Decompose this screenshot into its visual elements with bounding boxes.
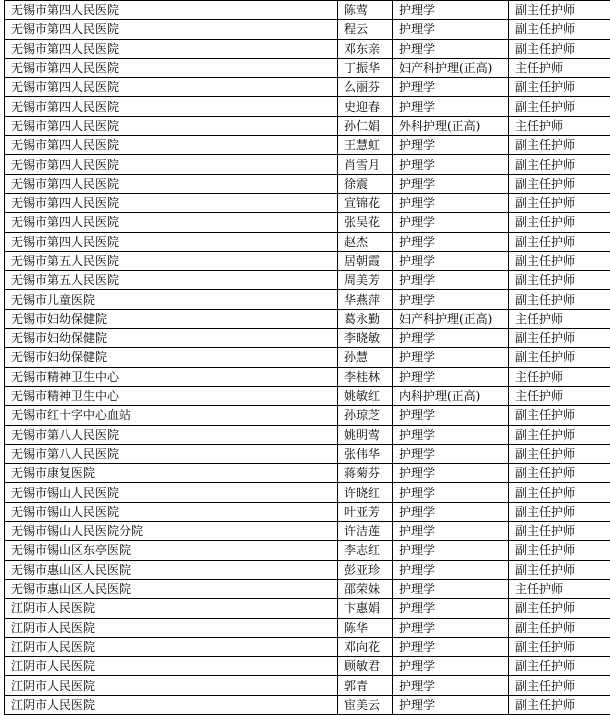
hospital-cell: 无锡市第四人民医院 bbox=[5, 39, 338, 58]
title-cell: 副主任护师 bbox=[509, 560, 610, 579]
title-cell: 副主任护师 bbox=[509, 232, 610, 251]
hospital-cell: 无锡市第四人民医院 bbox=[5, 78, 338, 97]
table-row bbox=[5, 637, 610, 656]
specialty-cell: 护理学 bbox=[393, 618, 509, 637]
specialty-cell: 护理学 bbox=[393, 541, 509, 560]
title-cell: 主任护师 bbox=[509, 116, 610, 135]
table-row bbox=[5, 406, 610, 425]
hospital-cell: 无锡市锡山人民医院 bbox=[5, 483, 338, 502]
table-row bbox=[5, 657, 610, 676]
table-row bbox=[5, 483, 610, 502]
specialty-cell: 护理学 bbox=[393, 425, 509, 444]
specialty-cell: 护理学 bbox=[393, 213, 509, 232]
table-row bbox=[5, 290, 610, 309]
title-cell: 副主任护师 bbox=[509, 599, 610, 618]
name-cell: 邓东亲 bbox=[338, 39, 393, 58]
title-cell: 副主任护师 bbox=[509, 290, 610, 309]
name-cell: 孙慧 bbox=[338, 348, 393, 367]
table-row bbox=[5, 1, 610, 20]
title-cell: 副主任护师 bbox=[509, 425, 610, 444]
hospital-cell: 无锡市第四人民医院 bbox=[5, 58, 338, 77]
hospital-cell: 无锡市第四人民医院 bbox=[5, 1, 338, 20]
name-cell: 赵杰 bbox=[338, 232, 393, 251]
hospital-cell: 无锡市第四人民医院 bbox=[5, 136, 338, 155]
name-cell: 徐震 bbox=[338, 174, 393, 193]
table-row bbox=[5, 367, 610, 386]
name-cell: 李晓敏 bbox=[338, 329, 393, 348]
hospital-cell: 无锡市康复医院 bbox=[5, 464, 338, 483]
name-cell: 李志红 bbox=[338, 541, 393, 560]
specialty-cell: 护理学 bbox=[393, 657, 509, 676]
hospital-cell: 无锡市精神卫生中心 bbox=[5, 367, 338, 386]
table-row bbox=[5, 251, 610, 270]
hospital-cell: 无锡市第四人民医院 bbox=[5, 232, 338, 251]
title-cell: 副主任护师 bbox=[509, 657, 610, 676]
hospital-cell: 无锡市第五人民医院 bbox=[5, 251, 338, 270]
specialty-cell: 护理学 bbox=[393, 695, 509, 714]
table-row bbox=[5, 271, 610, 290]
table-row bbox=[5, 116, 610, 135]
name-cell: 丁振华 bbox=[338, 58, 393, 77]
title-cell: 副主任护师 bbox=[509, 502, 610, 521]
title-cell: 副主任护师 bbox=[509, 522, 610, 541]
title-cell: 副主任护师 bbox=[509, 483, 610, 502]
name-cell: 周美芳 bbox=[338, 271, 393, 290]
specialty-cell: 护理学 bbox=[393, 444, 509, 463]
title-cell: 副主任护师 bbox=[509, 20, 610, 39]
name-cell: 孙琼芝 bbox=[338, 406, 393, 425]
name-cell: 史迎春 bbox=[338, 97, 393, 116]
hospital-cell: 无锡市第五人民医院 bbox=[5, 271, 338, 290]
hospital-cell: 无锡市妇幼保健院 bbox=[5, 348, 338, 367]
specialty-cell: 护理学 bbox=[393, 155, 509, 174]
title-cell: 副主任护师 bbox=[509, 406, 610, 425]
title-cell: 副主任护师 bbox=[509, 618, 610, 637]
table-row bbox=[5, 348, 610, 367]
specialty-cell: 护理学 bbox=[393, 348, 509, 367]
specialty-cell: 护理学 bbox=[393, 329, 509, 348]
title-cell: 主任护师 bbox=[509, 579, 610, 598]
specialty-cell: 护理学 bbox=[393, 39, 509, 58]
name-cell: 彭亚珍 bbox=[338, 560, 393, 579]
specialty-cell: 护理学 bbox=[393, 367, 509, 386]
name-cell: 张吴花 bbox=[338, 213, 393, 232]
name-cell: 孙仁娟 bbox=[338, 116, 393, 135]
table-row bbox=[5, 541, 610, 560]
specialty-cell: 护理学 bbox=[393, 676, 509, 695]
title-cell: 副主任护师 bbox=[509, 637, 610, 656]
hospital-cell: 无锡市第八人民医院 bbox=[5, 444, 338, 463]
hospital-cell: 无锡市惠山区人民医院 bbox=[5, 579, 338, 598]
hospital-cell: 无锡市第八人民医院 bbox=[5, 425, 338, 444]
specialty-cell: 护理学 bbox=[393, 483, 509, 502]
name-cell: 卞惠娟 bbox=[338, 599, 393, 618]
hospital-cell: 无锡市惠山区人民医院 bbox=[5, 560, 338, 579]
title-cell: 副主任护师 bbox=[509, 444, 610, 463]
specialty-cell: 护理学 bbox=[393, 1, 509, 20]
hospital-cell: 无锡市妇幼保健院 bbox=[5, 329, 338, 348]
table-row bbox=[5, 155, 610, 174]
table-row bbox=[5, 618, 610, 637]
table-row bbox=[5, 522, 610, 541]
title-cell: 副主任护师 bbox=[509, 676, 610, 695]
specialty-cell: 护理学 bbox=[393, 136, 509, 155]
specialty-cell: 内科护理(正高) bbox=[393, 386, 509, 405]
roster-table bbox=[4, 0, 610, 715]
hospital-cell: 江阴市人民医院 bbox=[5, 599, 338, 618]
name-cell: 么丽芬 bbox=[338, 78, 393, 97]
table-row bbox=[5, 20, 610, 39]
specialty-cell: 妇产科护理(正高) bbox=[393, 58, 509, 77]
hospital-cell: 江阴市人民医院 bbox=[5, 695, 338, 714]
table-row bbox=[5, 695, 610, 714]
hospital-cell: 无锡市锡山区东亭医院 bbox=[5, 541, 338, 560]
title-cell: 副主任护师 bbox=[509, 348, 610, 367]
specialty-cell: 护理学 bbox=[393, 522, 509, 541]
specialty-cell: 护理学 bbox=[393, 560, 509, 579]
table-row bbox=[5, 599, 610, 618]
specialty-cell: 护理学 bbox=[393, 20, 509, 39]
hospital-cell: 无锡市第四人民医院 bbox=[5, 213, 338, 232]
hospital-cell: 江阴市人民医院 bbox=[5, 657, 338, 676]
specialty-cell: 护理学 bbox=[393, 193, 509, 212]
specialty-cell: 护理学 bbox=[393, 579, 509, 598]
table-row bbox=[5, 193, 610, 212]
title-cell: 副主任护师 bbox=[509, 78, 610, 97]
specialty-cell: 护理学 bbox=[393, 251, 509, 270]
table-row bbox=[5, 502, 610, 521]
name-cell: 顾敏君 bbox=[338, 657, 393, 676]
name-cell: 程云 bbox=[338, 20, 393, 39]
table-row bbox=[5, 39, 610, 58]
title-cell: 副主任护师 bbox=[509, 155, 610, 174]
table-row bbox=[5, 232, 610, 251]
name-cell: 姚明莺 bbox=[338, 425, 393, 444]
title-cell: 副主任护师 bbox=[509, 695, 610, 714]
table-row bbox=[5, 579, 610, 598]
title-cell: 主任护师 bbox=[509, 58, 610, 77]
title-cell: 副主任护师 bbox=[509, 271, 610, 290]
table-row bbox=[5, 58, 610, 77]
hospital-cell: 无锡市精神卫生中心 bbox=[5, 386, 338, 405]
title-cell: 副主任护师 bbox=[509, 174, 610, 193]
hospital-cell: 无锡市第四人民医院 bbox=[5, 116, 338, 135]
name-cell: 邓向花 bbox=[338, 637, 393, 656]
hospital-cell: 无锡市锡山人民医院分院 bbox=[5, 522, 338, 541]
specialty-cell: 护理学 bbox=[393, 406, 509, 425]
hospital-cell: 无锡市妇幼保健院 bbox=[5, 309, 338, 328]
name-cell: 葛永勤 bbox=[338, 309, 393, 328]
table-row bbox=[5, 425, 610, 444]
specialty-cell: 护理学 bbox=[393, 78, 509, 97]
table-row bbox=[5, 213, 610, 232]
hospital-cell: 无锡市第四人民医院 bbox=[5, 174, 338, 193]
table-row bbox=[5, 174, 610, 193]
name-cell: 叶亚芳 bbox=[338, 502, 393, 521]
name-cell: 许洁莲 bbox=[338, 522, 393, 541]
table-row bbox=[5, 97, 610, 116]
table-row bbox=[5, 560, 610, 579]
table-row bbox=[5, 386, 610, 405]
name-cell: 陈莺 bbox=[338, 1, 393, 20]
title-cell: 副主任护师 bbox=[509, 329, 610, 348]
title-cell: 副主任护师 bbox=[509, 464, 610, 483]
specialty-cell: 妇产科护理(正高) bbox=[393, 309, 509, 328]
title-cell: 副主任护师 bbox=[509, 213, 610, 232]
hospital-cell: 江阴市人民医院 bbox=[5, 618, 338, 637]
table-row bbox=[5, 464, 610, 483]
specialty-cell: 护理学 bbox=[393, 97, 509, 116]
specialty-cell: 护理学 bbox=[393, 271, 509, 290]
hospital-cell: 江阴市人民医院 bbox=[5, 676, 338, 695]
name-cell: 邵荣妹 bbox=[338, 579, 393, 598]
hospital-cell: 无锡市锡山人民医院 bbox=[5, 502, 338, 521]
name-cell: 居朝霞 bbox=[338, 251, 393, 270]
name-cell: 王慧虹 bbox=[338, 136, 393, 155]
hospital-cell: 无锡市第四人民医院 bbox=[5, 155, 338, 174]
title-cell: 副主任护师 bbox=[509, 1, 610, 20]
table-row bbox=[5, 309, 610, 328]
hospital-cell: 无锡市儿童医院 bbox=[5, 290, 338, 309]
name-cell: 宦美云 bbox=[338, 695, 393, 714]
specialty-cell: 护理学 bbox=[393, 464, 509, 483]
specialty-cell: 护理学 bbox=[393, 637, 509, 656]
title-cell: 主任护师 bbox=[509, 386, 610, 405]
name-cell: 张伟华 bbox=[338, 444, 393, 463]
name-cell: 陈华 bbox=[338, 618, 393, 637]
hospital-cell: 无锡市红十字中心血站 bbox=[5, 406, 338, 425]
title-cell: 副主任护师 bbox=[509, 193, 610, 212]
name-cell: 蒋菊芬 bbox=[338, 464, 393, 483]
name-cell: 郭青 bbox=[338, 676, 393, 695]
roster-body bbox=[5, 1, 610, 715]
table-row bbox=[5, 136, 610, 155]
title-cell: 副主任护师 bbox=[509, 251, 610, 270]
title-cell: 副主任护师 bbox=[509, 541, 610, 560]
table-row bbox=[5, 444, 610, 463]
title-cell: 副主任护师 bbox=[509, 97, 610, 116]
hospital-cell: 江阴市人民医院 bbox=[5, 637, 338, 656]
name-cell: 李桂林 bbox=[338, 367, 393, 386]
specialty-cell: 护理学 bbox=[393, 232, 509, 251]
name-cell: 姚敏红 bbox=[338, 386, 393, 405]
specialty-cell: 外科护理(正高) bbox=[393, 116, 509, 135]
hospital-cell: 无锡市第四人民医院 bbox=[5, 97, 338, 116]
name-cell: 肖雪月 bbox=[338, 155, 393, 174]
name-cell: 许晓红 bbox=[338, 483, 393, 502]
name-cell: 华燕萍 bbox=[338, 290, 393, 309]
hospital-cell: 无锡市第四人民医院 bbox=[5, 193, 338, 212]
specialty-cell: 护理学 bbox=[393, 290, 509, 309]
title-cell: 主任护师 bbox=[509, 367, 610, 386]
hospital-cell: 无锡市第四人民医院 bbox=[5, 20, 338, 39]
specialty-cell: 护理学 bbox=[393, 174, 509, 193]
specialty-cell: 护理学 bbox=[393, 502, 509, 521]
specialty-cell: 护理学 bbox=[393, 599, 509, 618]
table-row bbox=[5, 78, 610, 97]
name-cell: 宣锦花 bbox=[338, 193, 393, 212]
title-cell: 副主任护师 bbox=[509, 39, 610, 58]
table-row bbox=[5, 329, 610, 348]
table-row bbox=[5, 676, 610, 695]
title-cell: 主任护师 bbox=[509, 309, 610, 328]
title-cell: 副主任护师 bbox=[509, 136, 610, 155]
